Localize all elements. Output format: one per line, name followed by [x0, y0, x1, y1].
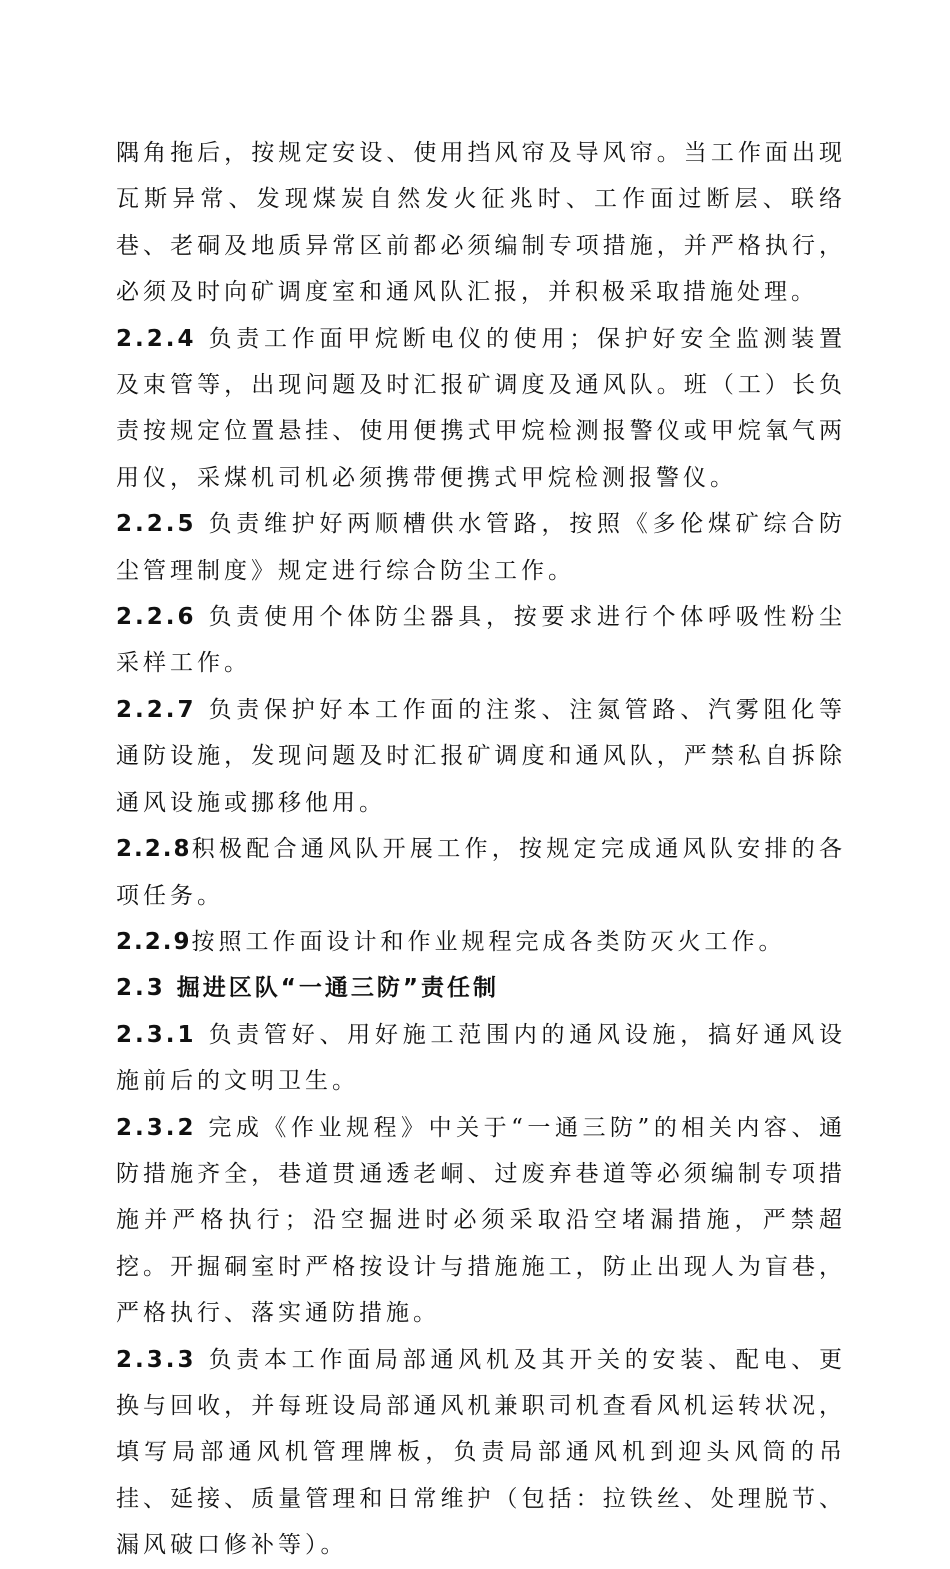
clause-text: 负责工作面甲烷断电仪的使用；保护好安全监测装置及束管等，出现问题及时汇报矿调度及通风队。班（工）长负责按规定位置悬挂、使用便携式甲烷检测报警仪或甲烷氧气两用仪，采煤机司机必须携带便携式甲烷检测报警仪。	[116, 325, 847, 491]
clause-number: 2.2.5	[116, 511, 197, 538]
clause-2-2-5	[116, 501, 846, 594]
clause-2-3-3	[116, 1337, 846, 1569]
clause-text: 积极配合通风队开展工作，按规定完成通风队安排的各项任务。	[116, 836, 846, 909]
clause-text: 负责保护好本工作面的注浆、注氮管路、汽雾阻化等通防设施，发现问题及时汇报矿调度和通风队，严禁私自拆除通风设施或挪移他用。	[116, 696, 847, 816]
clause-number: 2.2.7	[116, 696, 197, 723]
document-body	[116, 130, 846, 1569]
clause-2-2-7	[116, 687, 846, 826]
clause-2-3-1	[116, 1012, 846, 1105]
clause-number: 2.3.1	[116, 1021, 197, 1048]
clause-number: 2.2.8	[116, 836, 192, 863]
section-heading-2-3	[116, 965, 846, 1011]
clause-text: 按照工作面设计和作业规程完成各类防灭火工作。	[191, 928, 786, 955]
clause-number: 2.3.2	[116, 1114, 197, 1141]
clause-2-2-9	[116, 919, 846, 965]
clause-2-2-4	[116, 316, 846, 502]
clause-text: 负责管好、用好施工范围内的通风设施，搞好通风设施前后的文明卫生。	[116, 1021, 847, 1095]
section-heading: 2.3 掘进区队“一通三防”责任制	[116, 975, 499, 1002]
clause-text: 负责使用个体防尘器具，按要求进行个体呼吸性粉尘采样工作。	[116, 604, 847, 677]
clause-number: 2.2.9	[116, 928, 192, 955]
paragraph-continuation	[116, 130, 846, 316]
clause-number: 2.3.3	[116, 1346, 197, 1373]
clause-number: 2.2.4	[116, 325, 197, 352]
clause-text: 负责维护好两顺槽供水管路，按照《多伦煤矿综合防尘管理制度》规定进行综合防尘工作。	[116, 511, 847, 584]
paragraph-text: 隅角拖后，按规定安设、使用挡风帘及导风帘。当工作面出现瓦斯异常、发现煤炭自然发火征兆时、工作面过断层、联络巷、老硐及地质异常区前都必须编制专项措施，并严格执行，必须及时向矿调度室和通风队汇报，并积极采取措施处理。	[116, 140, 846, 306]
clause-text: 负责本工作面局部通风机及其开关的安装、配电、更换与回收，并每班设局部通风机兼职司机查看风机运转状况，填写局部通风机管理牌板，负责局部通风机到迎头风筒的吊挂、延接、质量管理和日常维护（包括：拉铁丝、处理脱节、漏风破口修补等）。	[116, 1346, 847, 1559]
clause-2-2-8	[116, 826, 846, 919]
clause-number: 2.2.6	[116, 604, 197, 631]
clause-2-3-2	[116, 1105, 846, 1337]
clause-text: 完成《作业规程》中关于“一通三防”的相关内容、通防措施齐全，巷道贯通透老峒、过废弃巷道等必须编制专项措施并严格执行；沿空掘进时必须采取沿空堵漏措施，严禁超挖。开掘硐室时严格按设计与措施施工，防止出现人为盲巷，严格执行、落实通防措施。	[116, 1114, 846, 1327]
clause-2-2-6	[116, 594, 846, 687]
